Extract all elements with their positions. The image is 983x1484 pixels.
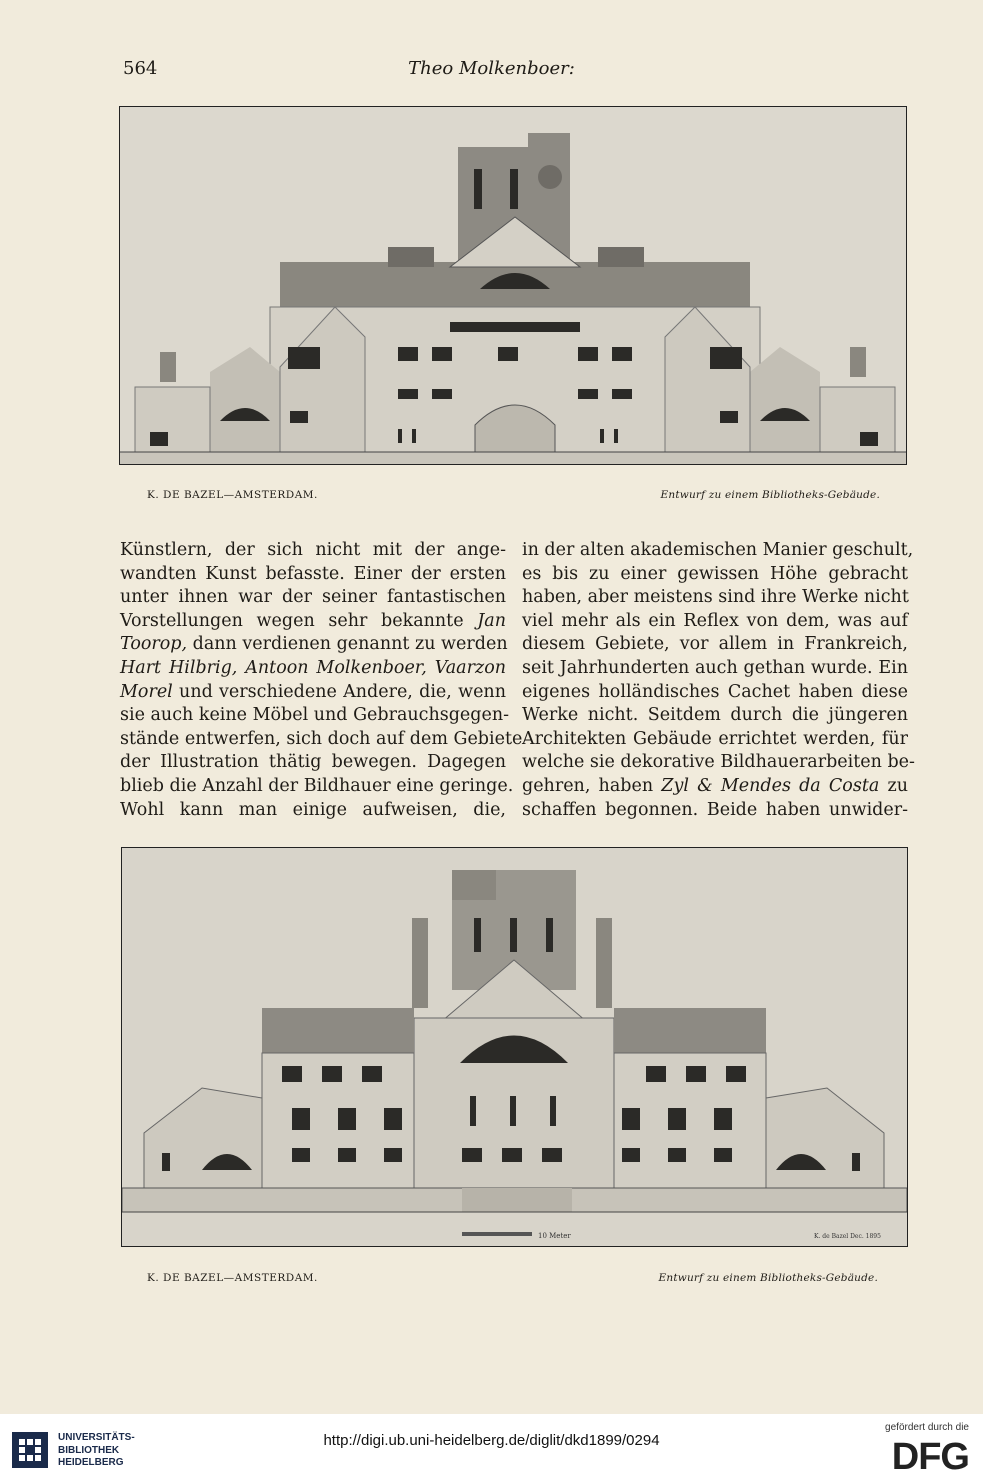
right-text-column <box>522 539 915 822</box>
text-line: diesem Gebiete, vor allem in Frankreich, <box>522 634 908 655</box>
text-line: unter ihnen war der seiner fantastischen <box>120 587 506 608</box>
library-name: UNIVERSITÄTS- BIBLIOTHEK HEIDELBERG <box>58 1432 135 1468</box>
figure-2-caption <box>147 1272 878 1286</box>
sculptor-names: Zyl & Mendes da Costa <box>661 775 880 796</box>
text-line: welche sie dekorative Bildhauerarbeiten be- <box>522 752 915 773</box>
text-line: gehren, haben Zyl & Mendes da Costa zu <box>522 775 908 796</box>
text-line: schaffen begonnen. Beide haben unwider- <box>522 799 908 820</box>
text-line: Werke nicht. Seitdem durch die jüngeren <box>522 705 908 726</box>
text-line: Wohl kann man einige aufweisen, die, <box>120 799 506 820</box>
library-facade-elevation-2 <box>122 848 907 1246</box>
text-line: stände entwerfen, sich doch auf dem Gebiete <box>120 728 523 749</box>
text-line: haben, aber meistens sind ihre Werke nicht <box>522 587 909 608</box>
text-line: Architekten Gebäude errichtet werden, für <box>522 728 908 749</box>
text-line: in der alten akademischen Manier geschult, <box>522 540 914 560</box>
running-title: Theo Molkenboer: <box>408 58 575 79</box>
dfg-logo: DFG <box>891 1436 969 1478</box>
text-line: wandten Kunst befasste. Einer der ersten <box>120 563 506 584</box>
scale-label: 10 Meter <box>538 1232 571 1240</box>
digitization-footer <box>0 1414 983 1484</box>
name-morel: Morel <box>120 681 173 702</box>
text-line: Morel und verschiedene Andere, die, wenn <box>120 681 506 702</box>
artist-names: Hart Hilbrig, Antoon Molkenboer, Vaarzon <box>120 657 506 678</box>
text-line: sie auch keine Möbel und Gebrauchsgegen- <box>120 705 510 726</box>
text-line: der Illustration thätig bewegen. Dagegen <box>120 752 506 773</box>
figure-1-caption <box>147 489 880 503</box>
figure-1-image <box>119 106 907 465</box>
text-line: es bis zu einer gewissen Höhe gebracht <box>522 563 908 584</box>
figure-1-caption-title: Entwurf zu einem Bibliotheks-Gebäude. <box>660 489 880 501</box>
text-line: Vorstellungen wegen sehr bekannte Jan <box>120 610 506 631</box>
drawing-signature: K. de Bazel Dec. 1895 <box>814 1233 881 1240</box>
text-line <box>120 657 506 681</box>
permalink-url[interactable]: http://digi.ub.uni-heidelberg.de/diglit/dkd1899/0294 <box>323 1432 660 1449</box>
text-line: Toorop, dann verdienen genannt zu werden <box>120 634 508 655</box>
funding-note: gefördert durch die <box>885 1422 969 1433</box>
page-number: 564 <box>123 58 158 79</box>
figure-2-caption-title: Entwurf zu einem Bibliotheks-Gebäude. <box>658 1272 878 1284</box>
library-facade-elevation-1 <box>120 107 906 464</box>
figure-2-image <box>121 847 908 1247</box>
figure-2-caption-author: K. DE BAZEL—AMSTERDAM. <box>147 1272 318 1284</box>
text-line: viel mehr als ein Reflex von dem, was auf <box>522 610 908 631</box>
name-toorop: Toorop, <box>120 634 188 655</box>
figure-1-caption-author: K. DE BAZEL—AMSTERDAM. <box>147 489 318 501</box>
text-line: Künstlern, der sich nicht mit der ange- <box>120 540 506 560</box>
text-line: blieb die Anzahl der Bildhauer eine geringe. <box>120 775 514 796</box>
text-line: eigenes holländisches Cachet haben diese <box>522 681 908 702</box>
left-text-column <box>120 539 523 822</box>
text-line: seit Jahrhunderten auch gethan wurde. Ein <box>522 657 908 678</box>
name-jan: Jan <box>477 610 506 631</box>
